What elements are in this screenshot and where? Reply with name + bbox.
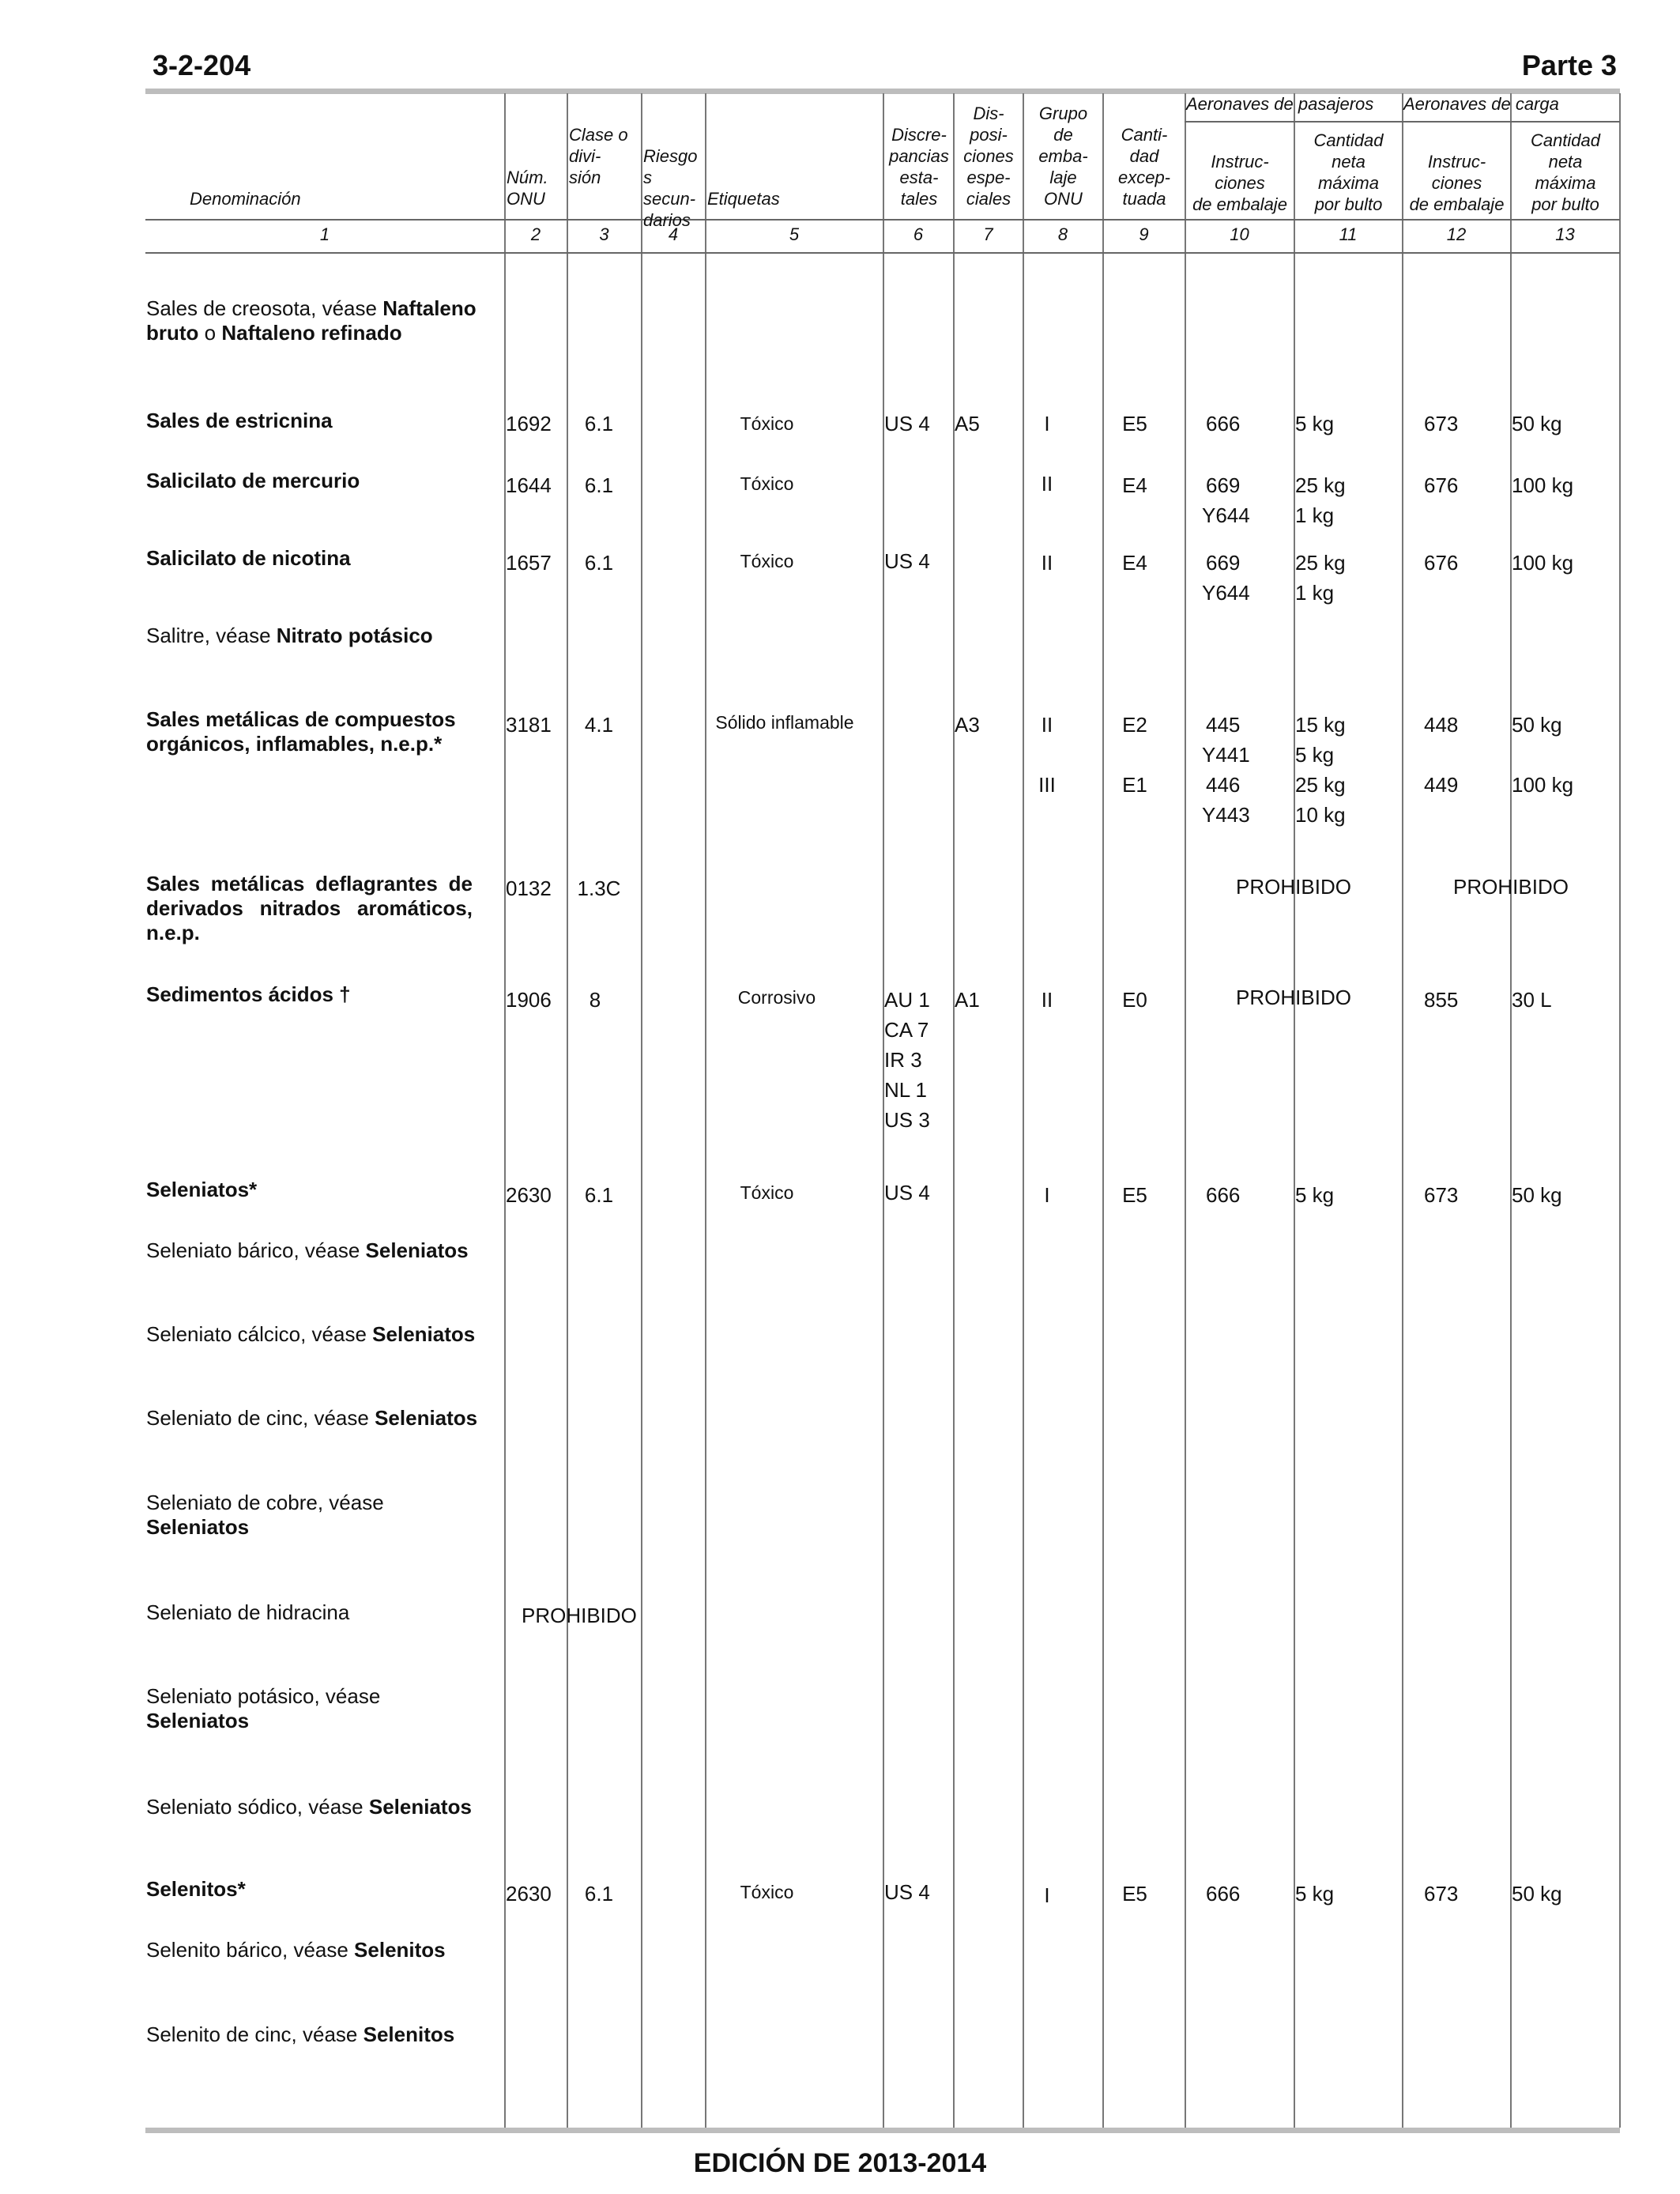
entry-seleniato-sodico: Seleniato sódico, véase Seleniatos bbox=[146, 1795, 472, 1819]
header-instrucciones-carga: Instruc- ciones de embalaje bbox=[1409, 152, 1505, 214]
header-denominacion: Denominación bbox=[190, 189, 301, 209]
entry-seleniato-calcico: Seleniato cálcico, véase Seleniatos bbox=[146, 1322, 476, 1346]
entry-salitre: Salitre, véase Nitrato potásico bbox=[146, 624, 433, 647]
bottom-rule bbox=[145, 2128, 1620, 2133]
header-etiquetas: Etiquetas bbox=[707, 189, 780, 209]
header-num-onu: Núm. ONU bbox=[507, 168, 548, 209]
header-riesgo: Riesgo s secun- darios bbox=[643, 146, 698, 230]
entry-seleniato-potasico: Seleniato potásico, véase Seleniatos bbox=[146, 1684, 381, 1732]
edition-footer: EDICIÓN DE 2013-2014 bbox=[693, 2148, 987, 2178]
header-carga: Aeronaves de carga bbox=[1403, 94, 1559, 114]
entry-seleniato-barico: Seleniato bárico, véase Seleniatos bbox=[146, 1238, 469, 1262]
header-grupo: Grupo de emba- laje ONU bbox=[1038, 104, 1088, 209]
part-title: Parte 3 bbox=[1521, 49, 1617, 81]
header-instrucciones-pasajeros: Instruc- ciones de embalaje bbox=[1192, 152, 1287, 214]
header-discrepancias: Discre- pancias esta- tales bbox=[889, 125, 949, 209]
entry-selenito-cinc: Selenito de cinc, véase Selenitos bbox=[146, 2022, 455, 2046]
header-cantidad-pasajeros: Cantidad neta máxima por bulto bbox=[1313, 130, 1384, 214]
entry-selenito-barico: Selenito bárico, véase Selenitos bbox=[146, 1938, 446, 1962]
header-cantidad-carga: Cantidad neta máxima por bulto bbox=[1530, 130, 1601, 214]
header-pasajeros: Aeronaves de pasajeros bbox=[1186, 94, 1374, 114]
entry-seleniato-cobre: Seleniato de cobre, véase Seleniatos bbox=[146, 1491, 384, 1539]
header-cantidad-exceptuada: Canti- dad excep- tuada bbox=[1117, 125, 1171, 209]
entry-sales-creosota: Sales de creosota, véase Naftaleno bruto o Naftaleno refinado bbox=[146, 296, 477, 345]
header-clase: Clase o divi- sión bbox=[569, 125, 628, 187]
page-number: 3-2-204 bbox=[153, 49, 251, 81]
header-disposiciones: Dis- posi- ciones espe- ciales bbox=[963, 104, 1014, 209]
entry-seleniato-cinc: Seleniato de cinc, véase Seleniatos bbox=[146, 1406, 478, 1430]
